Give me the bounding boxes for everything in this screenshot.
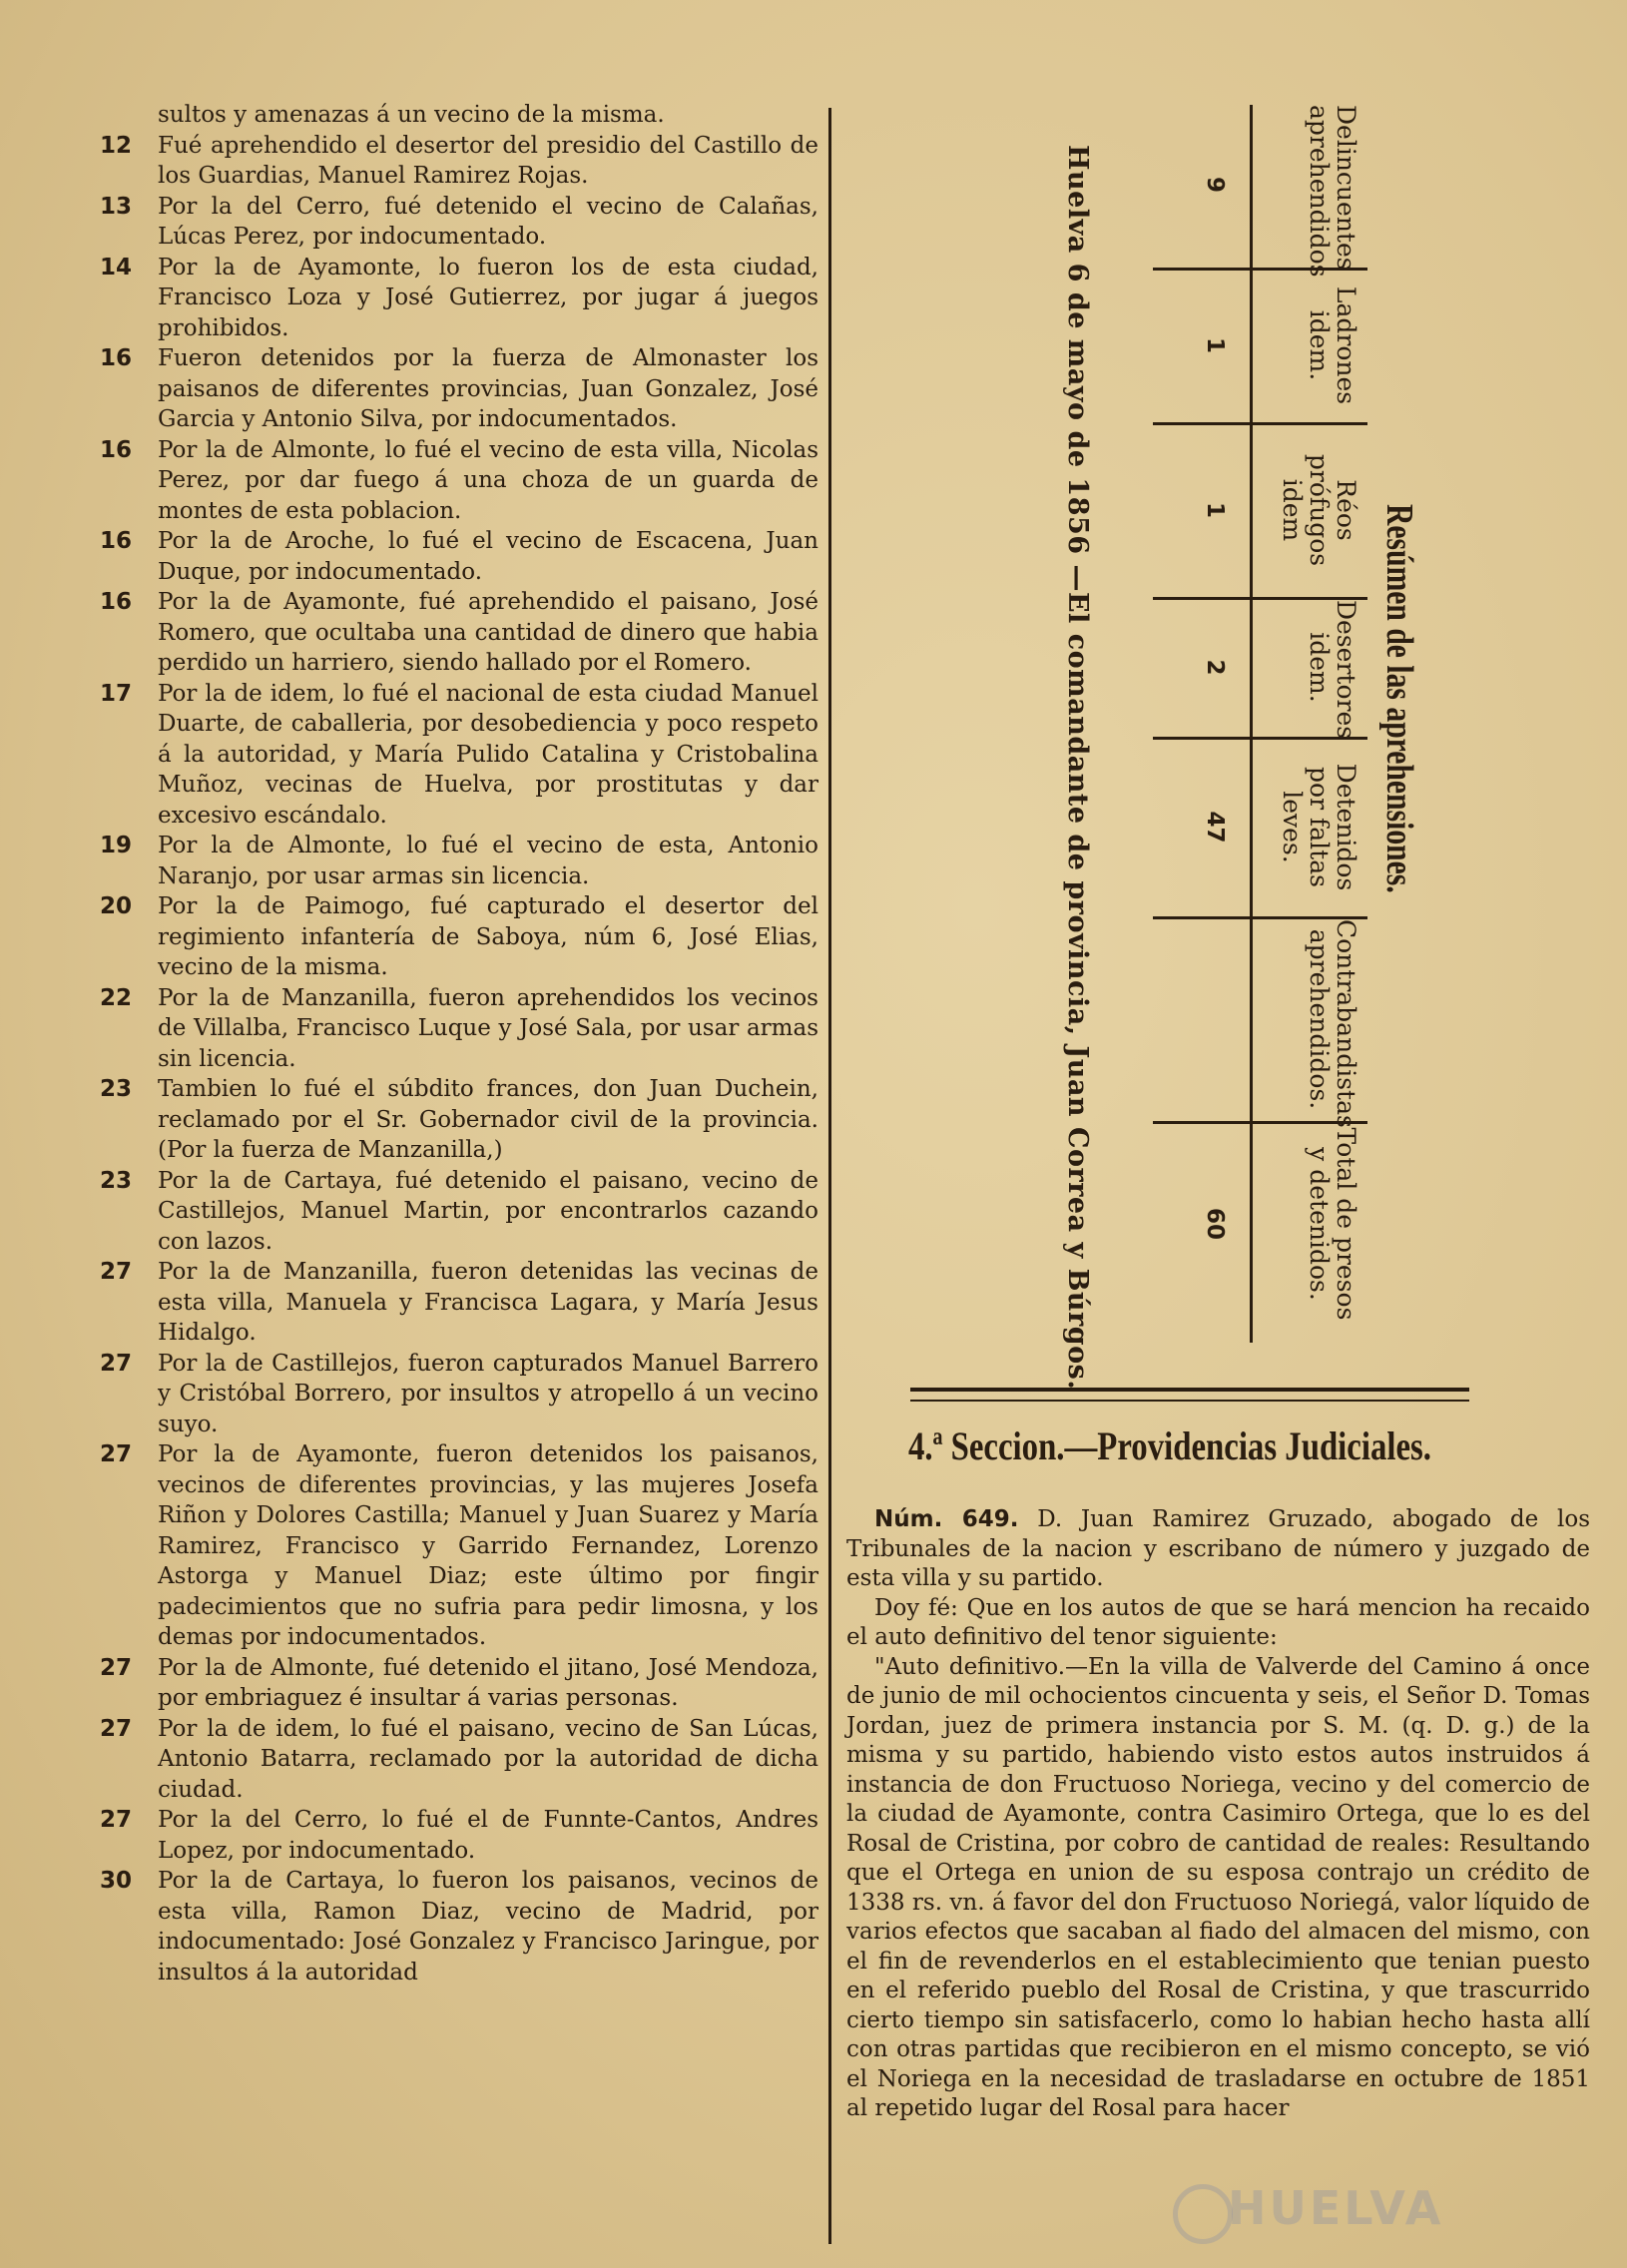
list-item: [100, 253, 818, 344]
list-item: [100, 100, 818, 131]
summary-col-value: 60: [1202, 1207, 1228, 1240]
notice-number: Núm. 649.: [874, 1506, 1019, 1532]
list-item: [100, 1439, 818, 1653]
list-item: [100, 192, 818, 253]
entry-day: 23: [100, 1076, 133, 1102]
entry-text: Fueron detenidos por la fuerza de Almonaster los paisanos de diferentes provincias, Juan Gonzalez, José Garcia y Antonio Silva, por indocumentados.: [158, 345, 818, 432]
list-item: [100, 1653, 818, 1714]
summary-col-desertores: [1153, 600, 1367, 740]
summary-col-value: 47: [1202, 811, 1228, 844]
entry-text: Por la de Cartaya, fué detenido el paisano, vecino de Castillejos, Manuel Martin, por encontrarlos cazando con lazos.: [158, 1167, 818, 1255]
list-item: [100, 1074, 818, 1166]
summary-table: [1153, 105, 1367, 1363]
summary-col-label: Desertores idem.: [1305, 600, 1360, 740]
entry-day: 14: [100, 254, 133, 281]
entry-day: 20: [100, 893, 133, 919]
list-item: [100, 1166, 818, 1258]
summary-col-value: 1: [1202, 501, 1228, 518]
entry-text: Por la de Aroche, lo fué el vecino de Escacena, Juan Duque, por indocumentado.: [158, 528, 818, 585]
summary-col-reos: [1153, 425, 1367, 595]
section-rule: [910, 1388, 1469, 1402]
list-item: [100, 131, 818, 192]
summary-col-value: 1: [1202, 336, 1228, 353]
entry-day: 16: [100, 345, 133, 371]
entry-text: Por la de Almonte, lo fué el vecino de esta, Antonio Naranjo, por usar armas sin licencia.: [158, 833, 818, 889]
summary-col-value: 9: [1202, 176, 1228, 193]
entry-text: Por la de Manzanilla, fueron detenidas las vecinas de esta villa, Manuela y Francisca Lagara, y María Jesus Hidalgo.: [158, 1259, 818, 1346]
list-item: [100, 1714, 818, 1806]
list-item: [100, 1866, 818, 1987]
entry-text: Por la de Ayamonte, fué aprehendido el paisano, José Romero, que ocultaba una cantidad de dinero que habia perdido un harriero, siendo hallado por el Romero.: [158, 589, 818, 676]
entry-text: Por la de Cartaya, lo fueron los paisanos, vecinos de esta villa, Ramon Diaz, vecino de Madrid, por indocumentado: José Gonzalez y Francisco Jaringue, por insultos á la autoridad: [158, 1868, 818, 1985]
summary-col-label: Delincuentes aprehendidos: [1305, 105, 1360, 278]
list-item: [100, 435, 818, 527]
entry-text: Por la de Castillejos, fueron capturados Manuel Barrero y Cristóbal Borrero, por insultos y atropello á un vecino suyo.: [158, 1350, 818, 1437]
entry-day: 16: [100, 528, 133, 554]
entry-day: 27: [100, 1807, 133, 1833]
entry-day: 13: [100, 193, 133, 220]
entry-text: Por la de Manzanilla, fueron aprehendidos los vecinos de Villalba, Francisco Luque y José Sala, por usar armas sin licencia.: [158, 984, 818, 1072]
summary-col-value: 2: [1202, 659, 1228, 676]
paragraph: Doy fé: Que en los autos de que se hará mencion ha recaido el auto definitivo del tenor siguiente:: [846, 1594, 1590, 1650]
list-item: [100, 831, 818, 891]
summary-table-rotated: [968, 105, 1420, 1391]
summary-title: Resúmen de las aprehensiones.: [1378, 504, 1420, 893]
entry-day: 27: [100, 1441, 133, 1467]
entry-text: Tambien lo fué el súbdito frances, don Juan Duchein, reclamado por el Sr. Gobernador civil de la provincia. (Por la fuerza de Manzanilla,): [158, 1076, 818, 1163]
left-column: [100, 100, 818, 1987]
list-item: [100, 679, 818, 832]
entry-day: 27: [100, 1654, 133, 1681]
entry-day: 12: [100, 132, 133, 159]
entry-text: Por la del Cerro, fué detenido el vecino de Calañas, Lúcas Perez, por indocumentado.: [158, 193, 818, 250]
section-title: 4.ª Seccion.—Providencias Judiciales.: [908, 1423, 1432, 1468]
entry-text: Por la de Ayamonte, fueron detenidos los paisanos, vecinos de diferentes provincias, y las mujeres Josefa Riñon y Dolores Castilla; Manuel y Juan Suarez y María Ramirez, Francisco y Garrido Fernandez, Lorenzo Astorga y Manuel Diaz; este último por fingir padecimientos que no sufria para pedir limosna, y los demas por indocumentados.: [158, 1441, 818, 1650]
entry-text: Por la de Almonte, fué detenido el jitano, José Mendoza, por embriaguez é insultar á varias personas.: [158, 1654, 818, 1711]
list-item: [100, 343, 818, 435]
paragraph: [846, 1505, 1590, 1594]
entry-text: Por la del Cerro, lo fué el de Funnte-Cantos, Andres Lopez, por indocumentado.: [158, 1807, 818, 1864]
summary-col-delincuentes: [1153, 105, 1367, 278]
list-item: [100, 526, 818, 587]
list-item: [100, 983, 818, 1075]
summary-col-contrabandistas: [1153, 919, 1367, 1128]
entry-day: 16: [100, 436, 133, 463]
entry-text: sultos y amenazas á un vecino de la misma.: [158, 102, 665, 128]
entry-text: Por la de Almonte, lo fué el vecino de esta villa, Nicolas Perez, por dar fuego á una choza de un guarda de montes de esta poblacion.: [158, 436, 818, 524]
summary-col-label: Total de presos y detenidos.: [1305, 1127, 1360, 1321]
summary-col-label: Réos prófugos idem: [1278, 453, 1360, 567]
list-item: [100, 891, 818, 983]
entry-text: Por la de idem, lo fué el paisano, vecino de San Lúcas, Antonio Batarra, reclamado por la autoridad de dicha ciudad.: [158, 1715, 818, 1803]
entry-day: 16: [100, 589, 133, 615]
right-column: [846, 1505, 1590, 2124]
paragraph-text: D. Juan Ramirez Gruzado, abogado de los Tribunales de la nacion y escribano de número y juzgado de esta villa y su partido.: [846, 1506, 1590, 1591]
list-item: [100, 587, 818, 679]
entry-day: 23: [100, 1167, 133, 1194]
entry-text: Por la de idem, lo fué el nacional de esta ciudad Manuel Duarte, de caballeria, por desobediencia y poco respeto á la autoridad, y María Pulido Catalina y Cristobalina Muñoz, vecinas de Huelva, por prostitutas y dar excesivo escándalo.: [158, 680, 818, 829]
entry-text: Por la de Paimogo, fué capturado el desertor del regimiento infantería de Saboya, núm 6, José Elias, vecino de la misma.: [158, 893, 818, 980]
summary-col-label: Ladrones idem.: [1305, 285, 1360, 405]
summary-col-detenidos: [1153, 740, 1367, 914]
list-item: [100, 1805, 818, 1866]
summary-col-label: Contrabandistas aprehendidos.: [1305, 919, 1360, 1128]
entry-day: 27: [100, 1350, 133, 1377]
entry-day: 22: [100, 984, 133, 1011]
entry-day: 19: [100, 833, 133, 858]
list-item: [100, 1349, 818, 1440]
summary-col-label: Detenidos por faltas leves.: [1278, 763, 1360, 891]
paragraph: "Auto definitivo.—En la villa de Valverde del Camino á once de junio de mil ochocientos cincuenta y seis, el Señor D. Tomas Jordan, juez de primera instancia por S. M. (q. D. g.) de la misma y su partido, habiendo visto estos autos instruidos á instancia de don Fructuoso Noriega, vecino y del comercio de la ciudad de Ayamonte, contra Casimiro Ortega, que lo es del Rosal de Cristina, por cobro de cantidad de reales: Resultando que el Ortega en union de su esposa contrajo un crédito de 1338 rs. vn. á favor del don Fructuoso Noriegá, valor líquido de varios efectos que sacaban al fiado del almacen del mismo, con el fin de revenderlos en el establecimiento que tenian puesto en el referido pueblo del Rosal de Cristina, y que trascurrido cierto tiempo sin satisfacerlo, como lo habian hecho hasta allí con otras partidas que recibieron en el mismo concepto, se vió el Noriega en la necesidad de trasladarse en octubre de 1851 al repetido lugar del Rosal para hacer: [846, 1653, 1590, 2121]
summary-footer: Huelva 6 de mayo de 1856 —El comandante de provincia, Juan Correa y Búrgos.: [1062, 145, 1093, 1391]
entry-day: 27: [100, 1715, 133, 1742]
list-item: [100, 1257, 818, 1349]
entry-day: 17: [100, 680, 133, 707]
entry-text: Fué aprehendido el desertor del presidio del Castillo de los Guardias, Manuel Ramirez Rojas.: [158, 132, 818, 189]
entry-text: Por la de Ayamonte, lo fueron los de esta ciudad, Francisco Loza y José Gutierrez, por jugar á juegos prohibidos.: [158, 254, 818, 341]
summary-col-ladrones: [1153, 271, 1367, 420]
watermark: HUELVA: [1228, 2181, 1444, 2235]
watermark-logo-icon: [1173, 2184, 1233, 2244]
column-divider: [828, 108, 831, 2244]
entry-day: 30: [100, 1868, 133, 1894]
summary-col-total: [1153, 1124, 1367, 1324]
entry-day: 27: [100, 1259, 133, 1285]
